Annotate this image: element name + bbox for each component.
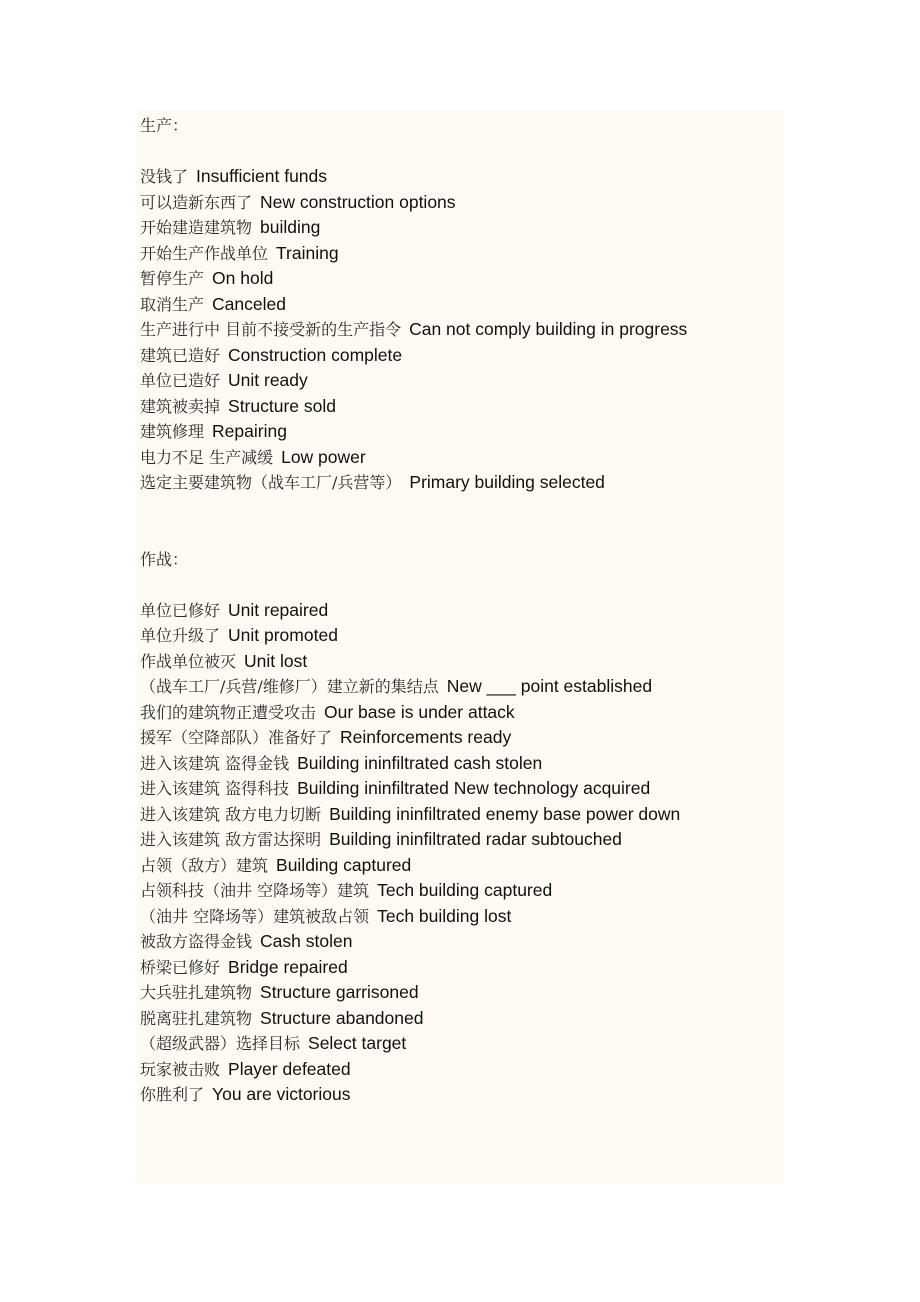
entry-english-text: You are victorious (212, 1084, 351, 1104)
entry-english-text: Canceled (212, 293, 286, 314)
entry-chinese-text: 你胜利了 (140, 1085, 205, 1104)
entry-english-text: Tech building lost (377, 905, 512, 926)
entry-english-text: New ___ point established (446, 676, 653, 696)
entry-chinese-text: 开始建造建筑物 (140, 218, 253, 237)
spacer (140, 572, 780, 598)
entry-chinese-text: 进入该建筑 盗得科技 (140, 779, 290, 798)
combat-entry (140, 1006, 780, 1032)
entry-chinese-text: 进入该建筑 敌方电力切断 (140, 804, 322, 824)
production-entry (140, 343, 780, 369)
entry-english-text: building (260, 217, 321, 237)
entry-chinese-text: 大兵驻扎建筑物 (140, 983, 253, 1002)
combat-entry (140, 649, 780, 675)
entry-chinese-text: （战车工厂/兵营/维修厂）建立新的集结点 (140, 677, 439, 696)
entry-english-text: Primary building selected (409, 472, 605, 492)
combat-entry (140, 623, 780, 649)
combat-entry (140, 853, 780, 879)
entry-english-text: Building captured (276, 854, 412, 875)
entry-chinese-text: 建筑已造好 (140, 345, 221, 365)
combat-entry (140, 674, 780, 700)
production-entry (140, 419, 780, 445)
entry-chinese-text: 进入该建筑 敌方雷达探明 (140, 830, 322, 849)
entry-chinese-text: 选定主要建筑物（战车工厂/兵营等） (140, 473, 402, 492)
production-entry (140, 215, 780, 241)
production-entry (140, 368, 780, 394)
entry-english-text: Structure garrisoned (260, 982, 419, 1002)
production-entry (140, 470, 780, 496)
combat-entry (140, 827, 780, 853)
entry-english-text: Building ininfiltrated cash stolen (297, 752, 543, 773)
entry-english-text: Cash stolen (260, 931, 353, 951)
entry-english-text: Unit ready (228, 370, 308, 390)
entry-chinese-text: 我们的建筑物正遭受攻击 (140, 702, 317, 722)
entry-chinese-text: （超级武器）选择目标 (140, 1034, 301, 1053)
production-entry (140, 241, 780, 267)
spacer (140, 139, 780, 165)
entry-english-text: Structure sold (228, 395, 336, 416)
entry-chinese-text: 开始生产作战单位 (140, 243, 269, 263)
combat-entry (140, 802, 780, 828)
entry-chinese-text: （油井 空降场等）建筑被敌占领 (140, 906, 370, 926)
entry-chinese-text: 占领（敌方）建筑 (140, 855, 269, 875)
entry-chinese-text: 单位已修好 (140, 600, 221, 620)
combat-entry (140, 776, 780, 802)
production-entry (140, 445, 780, 471)
entry-chinese-text: 进入该建筑 盗得金钱 (140, 753, 290, 773)
production-entry (140, 164, 780, 190)
combat-entry (140, 598, 780, 624)
entry-chinese-text: 没钱了 (140, 167, 189, 186)
entry-chinese-text: 被敌方盗得金钱 (140, 932, 253, 951)
entry-english-text: Unit lost (244, 650, 308, 671)
entry-english-text: Unit repaired (228, 599, 329, 620)
combat-entry (140, 1057, 780, 1083)
entry-english-text: Our base is under attack (324, 701, 515, 722)
spacer (140, 521, 780, 547)
production-entry (140, 190, 780, 216)
entry-english-text: Construction complete (228, 344, 403, 365)
entry-english-text: Low power (281, 446, 366, 467)
combat-entry (140, 955, 780, 981)
entry-english-text: Structure abandoned (260, 1007, 424, 1028)
entry-chinese-text: 建筑修理 (140, 422, 205, 441)
combat-entry (140, 904, 780, 930)
document-content (140, 113, 780, 1108)
entry-english-text: Can not comply building in progress (409, 319, 688, 339)
production-heading: 生产： (140, 116, 189, 135)
production-list (140, 164, 780, 496)
production-entry (140, 292, 780, 318)
combat-entry (140, 1031, 780, 1057)
entry-chinese-text: 单位已造好 (140, 371, 221, 390)
production-entry (140, 317, 780, 343)
combat-entry (140, 878, 780, 904)
entry-chinese-text: 建筑被卖掉 (140, 396, 221, 416)
entry-english-text: Reinforcements ready (340, 727, 512, 747)
combat-entry (140, 751, 780, 777)
entry-english-text: Select target (308, 1033, 407, 1053)
combat-entry (140, 980, 780, 1006)
production-entry (140, 394, 780, 420)
entry-english-text: Unit promoted (228, 625, 338, 645)
production-entry (140, 266, 780, 292)
entry-chinese-text: 生产进行中 目前不接受新的生产指令 (140, 320, 402, 339)
entry-chinese-text: 可以造新东西了 (140, 192, 253, 212)
combat-heading: 作战： (140, 549, 189, 569)
entry-english-text: Building ininfiltrated radar subtouched (329, 829, 622, 849)
entry-chinese-text: 占领科技（油井 空降场等）建筑 (140, 881, 370, 900)
entry-chinese-text: 取消生产 (140, 294, 205, 314)
entry-english-text: New construction options (260, 191, 456, 212)
entry-chinese-text: 暂停生产 (140, 269, 205, 288)
spacer (140, 496, 780, 522)
entry-chinese-text: 脱离驻扎建筑物 (140, 1008, 253, 1028)
entry-english-text: Bridge repaired (228, 956, 348, 977)
combat-entry (140, 1082, 780, 1108)
entry-chinese-text: 作战单位被灭 (140, 651, 237, 671)
combat-entry (140, 700, 780, 726)
entry-chinese-text: 援军（空降部队）准备好了 (140, 728, 333, 747)
entry-english-text: Repairing (212, 421, 287, 441)
entry-english-text: Player defeated (228, 1058, 351, 1079)
entry-english-text: On hold (212, 268, 274, 288)
entry-chinese-text: 电力不足 生产减缓 (140, 447, 274, 467)
entry-english-text: Insufficient funds (196, 166, 328, 186)
combat-list (140, 598, 780, 1108)
entry-english-text: Building ininfiltrated New technology acquired (297, 778, 651, 798)
combat-entry (140, 929, 780, 955)
combat-entry (140, 725, 780, 751)
entry-chinese-text: 单位升级了 (140, 626, 221, 645)
entry-english-text: Training (276, 242, 339, 263)
entry-english-text: Building ininfiltrated enemy base power down (329, 803, 681, 824)
entry-english-text: Tech building captured (377, 880, 553, 900)
entry-chinese-text: 玩家被击败 (140, 1059, 221, 1079)
entry-chinese-text: 桥梁已修好 (140, 957, 221, 977)
